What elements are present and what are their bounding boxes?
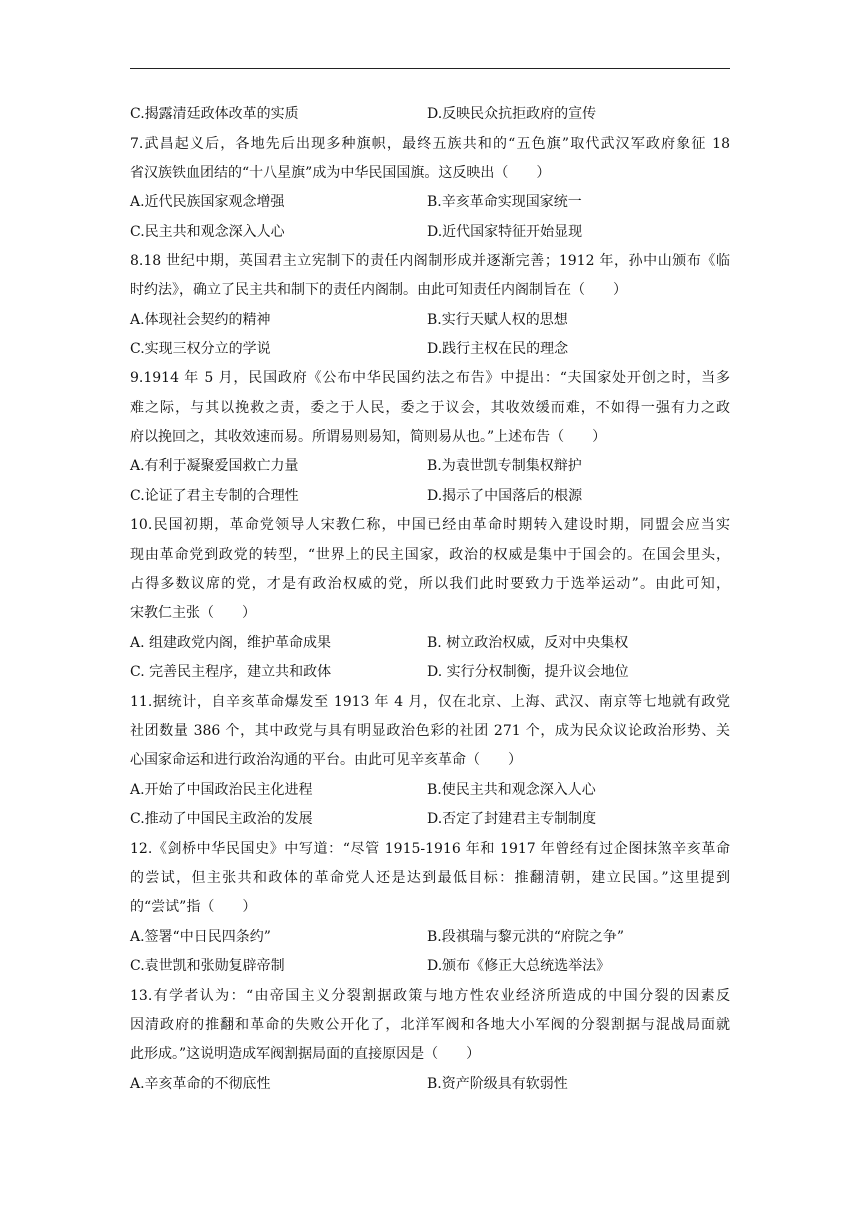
- q12-option-c: C.袁世凯和张勋复辟帝制: [130, 958, 285, 974]
- q11-option-c: C.推动了中国民主政治的发展: [130, 811, 313, 827]
- q8-option-b: B.实行天赋人权的思想: [427, 312, 568, 328]
- q9-stem-line-2: 难之际，与其以挽救之责，委之于人民，委之于议会，其收效缓而难，不如得一强有力之政: [130, 400, 730, 416]
- q9-options-cd: [130, 486, 730, 506]
- q10-stem-line-1: 10.民国初期，革命党领导人宋教仁称，中国已经由革命时期转入建设时期，同盟会应当实: [130, 517, 730, 533]
- q9-option-c: C.论证了君主专制的合理性: [130, 488, 299, 504]
- q7-stem-line-1: 7.武昌起义后，各地先后出现多种旗帜，最终五族共和的“五色旗”取代武汉军政府象征 18: [130, 136, 730, 152]
- q8-option-d: D.践行主权在民的理念: [427, 341, 569, 357]
- q12-option-a: A.签署“中日民四条约”: [130, 929, 271, 945]
- q9-options-ab: [130, 456, 730, 476]
- q7-options-cd: [130, 222, 730, 242]
- q12-options-cd: [130, 956, 730, 976]
- q10-option-a: A. 组建政党内阁，维护革命成果: [130, 635, 332, 651]
- q11-option-b: B.使民主共和观念深入人心: [427, 782, 596, 798]
- q7-option-c: C.民主共和观念深入人心: [130, 224, 285, 240]
- q11-option-a: A.开始了中国政治民主化进程: [130, 782, 313, 798]
- q8-stem-line-2: 时约法》，确立了民主共和制下的责任内阁制。由此可知责任内阁制旨在（ ）: [130, 282, 627, 298]
- q10-stem-line-3: 占得多数议席的党，才是有政治权威的党，所以我们此时要致力于选举运动”。由此可知，: [130, 576, 730, 592]
- q9-option-a: A.有利于凝聚爱国救亡力量: [130, 458, 299, 474]
- q7-options-ab: [130, 192, 730, 212]
- q12-option-b: B.段祺瑞与黎元洪的“府院之争”: [427, 929, 625, 945]
- q8-option-c: C.实现三权分立的学说: [130, 341, 271, 357]
- q10-stem-line-2: 现由革命党到政党的转型，“世界上的民主国家，政治的权威是集中于国会的。在国会里头，: [130, 547, 730, 563]
- q13-option-a: A.辛亥革命的不彻底性: [130, 1076, 271, 1092]
- q10-option-b: B. 树立政治权威，反对中央集权: [427, 635, 629, 651]
- header-rule: [130, 68, 730, 69]
- q8-option-a: A.体现社会契约的精神: [130, 312, 271, 328]
- q8-options-ab: [130, 310, 730, 330]
- q11-options-cd: [130, 809, 730, 829]
- q9-option-d: D.揭示了中国落后的根源: [427, 488, 583, 504]
- q13-options-ab: [130, 1074, 730, 1094]
- q10-stem-line-4: 宋教仁主张（ ）: [130, 605, 256, 621]
- q6-options-cd: [130, 104, 730, 124]
- q12-options-ab: [130, 927, 730, 947]
- q9-stem-line-1: 9.1914 年 5 月，民国政府《公布中华民国约法之布告》中提出：“夫国家处开创之时，当多: [130, 370, 730, 386]
- q8-stem-line-1: 8.18 世纪中期，英国君主立宪制下的责任内阁制形成并逐渐完善；1912 年，孙中山颁布《临: [130, 253, 730, 269]
- q11-stem-line-1: 11.据统计，自辛亥革命爆发至 1913 年 4 月，仅在北京、上海、武汉、南京等七地就有政党: [130, 694, 730, 710]
- q10-options-ab: [130, 633, 730, 653]
- q8-options-cd: [130, 339, 730, 359]
- q13-stem-line-3: 此形成。”这说明造成军阀割据局面的直接原因是（ ）: [130, 1046, 481, 1062]
- q10-option-c: C. 完善民主程序，建立共和政体: [130, 664, 332, 680]
- q10-option-d: D. 实行分权制衡，提升议会地位: [427, 664, 629, 680]
- q13-stem-line-2: 因清政府的推翻和革命的失败公开化了，北洋军阀和各地大小军阀的分裂割据与混战局面就: [130, 1017, 730, 1033]
- q11-stem-line-2: 社团数量 386 个，其中政党与具有明显政治色彩的社团 271 个，成为民众议论政治形势、关: [130, 723, 730, 739]
- q10-options-cd: [130, 662, 730, 682]
- q9-option-b: B.为袁世凯专制集权辩护: [427, 458, 582, 474]
- q12-option-d: D.颁布《修正大总统选举法》: [427, 958, 611, 974]
- q12-stem-line-3: 的“尝试”指（ ）: [130, 899, 257, 915]
- q7-option-d: D.近代国家特征开始显现: [427, 224, 583, 240]
- q9-stem-line-3: 府以挽回之，其收效速而易。所谓易则易知，简则易从也。”上述布告（ ）: [130, 429, 607, 445]
- q7-option-b: B.辛亥革命实现国家统一: [427, 194, 582, 210]
- q11-option-d: D.否定了封建君主专制制度: [427, 811, 597, 827]
- q11-stem-line-3: 心国家命运和进行政治沟通的平台。由此可见辛亥革命（ ）: [130, 752, 522, 768]
- q6-option-d: D.反映民众抗拒政府的宣传: [427, 106, 597, 122]
- q12-stem-line-2: 的尝试，但主张共和政体的革命党人还是达到最低目标：推翻清朝，建立民国。”这里提到: [130, 870, 730, 886]
- q13-stem-line-1: 13.有学者认为：“由帝国主义分裂割据政策与地方性农业经济所造成的中国分裂的因素反: [130, 988, 730, 1004]
- q7-option-a: A.近代民族国家观念增强: [130, 194, 285, 210]
- q12-stem-line-1: 12.《剑桥中华民国史》中写道：“尽管 1915-1916 年和 1917 年曾经有过企图抹煞辛亥革命: [130, 841, 730, 857]
- q11-options-ab: [130, 780, 730, 800]
- q13-option-b: B.资产阶级具有软弱性: [427, 1076, 568, 1092]
- q6-option-c: C.揭露清廷政体改革的实质: [130, 106, 299, 122]
- q7-stem-line-2: 省汉族铁血团结的“十八星旗”成为中华民国国旗。这反映出（ ）: [130, 165, 551, 181]
